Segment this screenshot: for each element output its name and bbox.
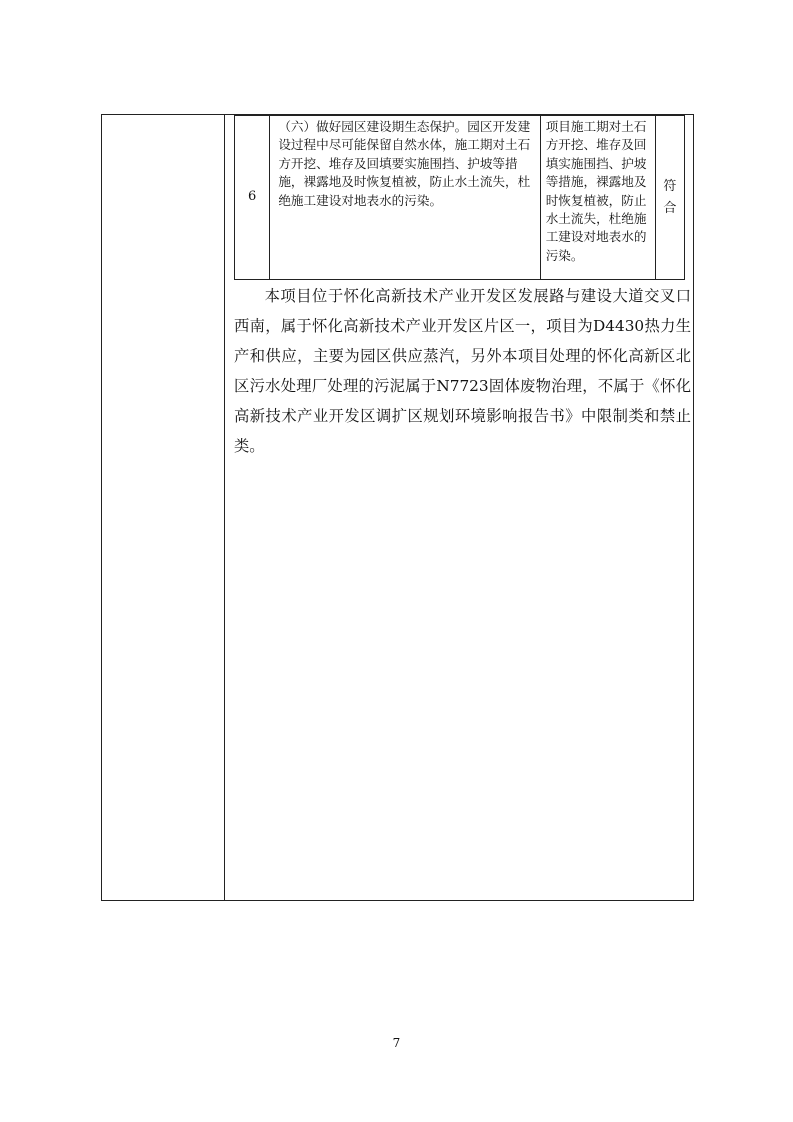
row-number: 6 [235,116,270,280]
page-number: 7 [392,1036,401,1050]
result-text: 符合 [663,178,677,216]
compliance-table [234,115,685,280]
body-paragraph: 本项目位于怀化高新技术产业开发区发展路与建设大道交叉口西南，属于怀化高新技术产业开发区片区一，项目为D4430热力生产和供应，主要为园区供应蒸汽，另外本项目处理的怀化高新区北区污水处理厂处理的污泥属于N7723固体废物治理，不属于《怀化高新技术产业开发区调扩区规划环境影响报告书》中限制类和禁止类。 [234,287,691,455]
left-column [102,115,225,900]
table-row [235,116,685,280]
requirement-cell: （六）做好园区建设期生态保护。园区开发建设过程中尽可能保留自然水体，施工期对土石方开挖、堆存及回填要实施围挡、护坡等措施，裸露地及时恢复植被，防止水土流失，杜绝施工建设对地表水的污染。 [270,116,540,280]
document-frame [101,114,694,901]
result-cell [655,116,684,280]
project-action-cell: 项目施工期对土石方开挖、堆存及回填实施围挡、护坡等措施，裸露地及时恢复植被，防止水土流失，杜绝施工建设对地表水的污染。 [540,116,655,280]
